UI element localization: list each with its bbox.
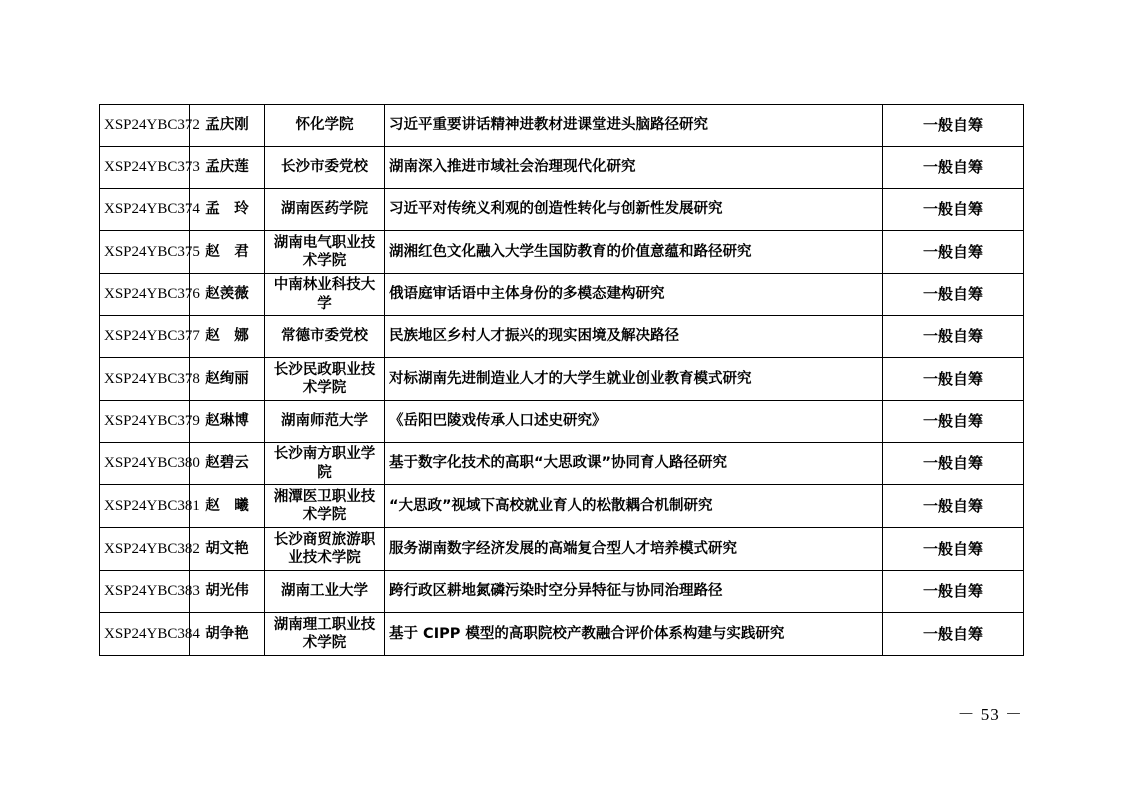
cell-project-type: 一般自筹 [883,358,1024,401]
cell-leader-name: 赵琳博 [190,401,265,443]
cell-project-code: XSP24YBC374 [100,189,190,231]
table-row [100,358,1024,401]
cell-project-title: “大思政”视域下高校就业育人的松散耦合机制研究 [385,485,883,528]
cell-project-code: XSP24YBC383 [100,571,190,613]
cell-organization: 长沙商贸旅游职业技术学院 [265,528,385,571]
table-row [100,231,1024,274]
cell-project-title: 民族地区乡村人才振兴的现实困境及解决路径 [385,316,883,358]
cell-project-title: 基于数字化技术的高职“大思政课”协同育人路径研究 [385,443,883,485]
cell-leader-name: 胡光伟 [190,571,265,613]
cell-leader-name: 赵羡薇 [190,274,265,316]
cell-organization: 湘潭医卫职业技术学院 [265,485,385,528]
cell-project-type: 一般自筹 [883,231,1024,274]
cell-organization: 湖南医药学院 [265,189,385,231]
cell-project-code: XSP24YBC378 [100,358,190,401]
cell-leader-name: 胡争艳 [190,613,265,656]
cell-project-type: 一般自筹 [883,528,1024,571]
cell-project-type: 一般自筹 [883,571,1024,613]
table-row [100,105,1024,147]
cell-project-type: 一般自筹 [883,443,1024,485]
cell-project-type: 一般自筹 [883,105,1024,147]
cell-project-title: 对标湖南先进制造业人才的大学生就业创业教育模式研究 [385,358,883,401]
cell-leader-name: 孟庆莲 [190,147,265,189]
table-row [100,189,1024,231]
cell-leader-name: 赵碧云 [190,443,265,485]
cell-project-title: 跨行政区耕地氮磷污染时空分异特征与协同治理路径 [385,571,883,613]
cell-project-code: XSP24YBC373 [100,147,190,189]
table-row [100,443,1024,485]
table-row [100,274,1024,316]
cell-project-code: XSP24YBC380 [100,443,190,485]
table-row [100,147,1024,189]
cell-project-code: XSP24YBC377 [100,316,190,358]
cell-leader-name: 赵绚丽 [190,358,265,401]
cell-project-type: 一般自筹 [883,147,1024,189]
cell-project-title: 俄语庭审话语中主体身份的多模态建构研究 [385,274,883,316]
cell-project-title: 习近平重要讲话精神进教材进课堂进头脑路径研究 [385,105,883,147]
cell-project-code: XSP24YBC372 [100,105,190,147]
cell-project-title: 湖湘红色文化融入大学生国防教育的价值意蕴和路径研究 [385,231,883,274]
cell-project-code: XSP24YBC381 [100,485,190,528]
table-row [100,528,1024,571]
cell-project-code: XSP24YBC384 [100,613,190,656]
cell-leader-name: 孟庆刚 [190,105,265,147]
table-body [100,105,1024,656]
cell-leader-name: 赵 君 [190,231,265,274]
cell-organization: 中南林业科技大学 [265,274,385,316]
cell-organization: 怀化学院 [265,105,385,147]
page-number: － 53 － [957,705,1023,724]
cell-organization: 长沙南方职业学院 [265,443,385,485]
table-row [100,571,1024,613]
cell-leader-name: 赵 娜 [190,316,265,358]
cell-project-code: XSP24YBC375 [100,231,190,274]
cell-project-title: 《岳阳巴陵戏传承人口述史研究》 [385,401,883,443]
cell-project-code: XSP24YBC382 [100,528,190,571]
cell-project-title: 湖南深入推进市域社会治理现代化研究 [385,147,883,189]
table-row [100,401,1024,443]
cell-project-title: 服务湖南数字经济发展的高端复合型人才培养模式研究 [385,528,883,571]
cell-organization: 长沙市委党校 [265,147,385,189]
table-row [100,613,1024,656]
cell-project-type: 一般自筹 [883,316,1024,358]
cell-project-type: 一般自筹 [883,485,1024,528]
cell-organization: 湖南理工职业技术学院 [265,613,385,656]
cell-organization: 湖南师范大学 [265,401,385,443]
cell-project-type: 一般自筹 [883,274,1024,316]
table-row [100,485,1024,528]
cell-project-code: XSP24YBC376 [100,274,190,316]
cell-leader-name: 孟 玲 [190,189,265,231]
cell-project-type: 一般自筹 [883,613,1024,656]
cell-project-title: 习近平对传统义利观的创造性转化与创新性发展研究 [385,189,883,231]
table-row [100,316,1024,358]
cell-leader-name: 赵 曦 [190,485,265,528]
cell-organization: 湖南电气职业技术学院 [265,231,385,274]
cell-project-title: 基于 CIPP 模型的高职院校产教融合评价体系构建与实践研究 [385,613,883,656]
project-list-table [99,104,1024,656]
cell-project-type: 一般自筹 [883,189,1024,231]
cell-project-type: 一般自筹 [883,401,1024,443]
cell-organization: 常德市委党校 [265,316,385,358]
cell-project-code: XSP24YBC379 [100,401,190,443]
cell-organization: 长沙民政职业技术学院 [265,358,385,401]
cell-organization: 湖南工业大学 [265,571,385,613]
cell-leader-name: 胡文艳 [190,528,265,571]
